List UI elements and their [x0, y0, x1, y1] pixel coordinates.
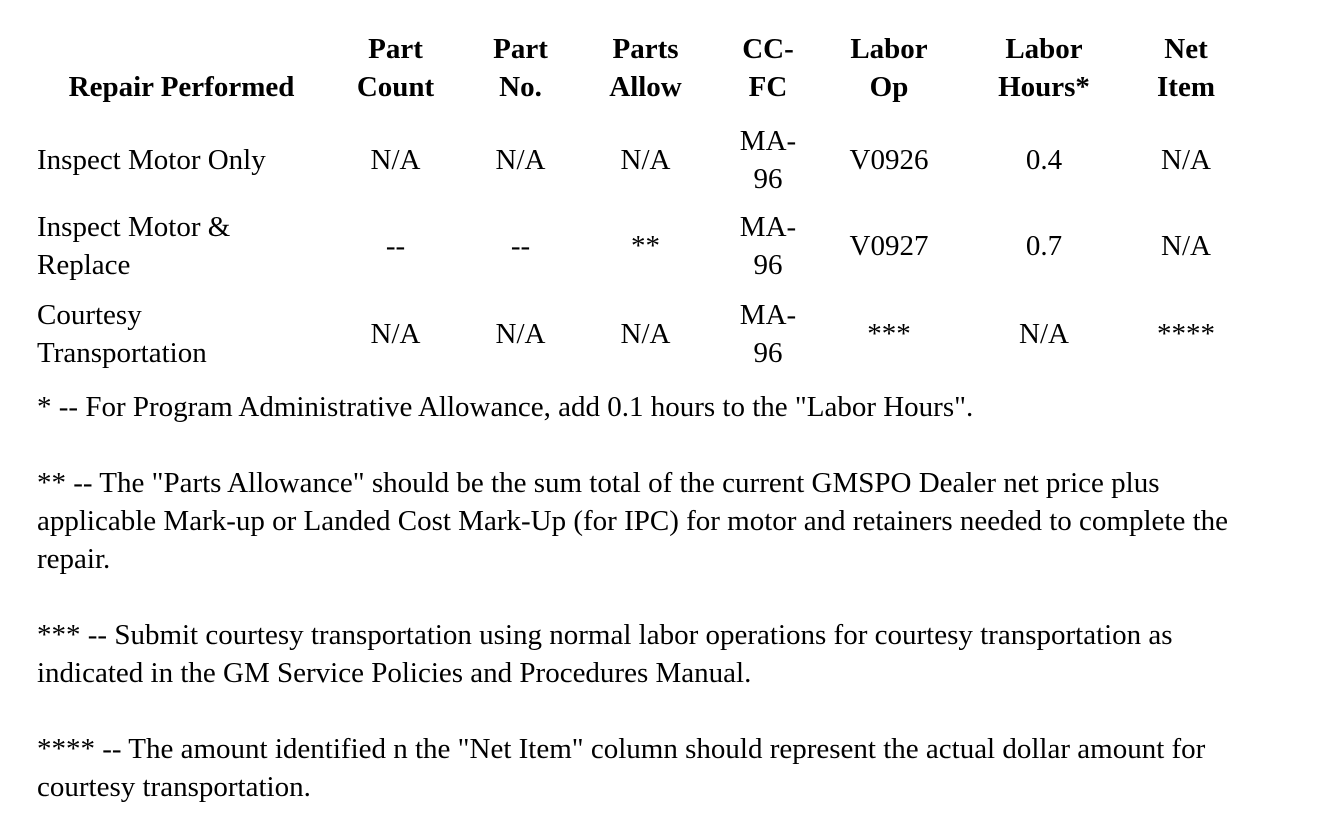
- cc-fc-cell: MA- 96: [739, 299, 797, 369]
- repair-performed-cell: Inspect Motor & Replace: [37, 211, 231, 281]
- header-labor-hours: Labor Hours*: [998, 33, 1090, 103]
- part-count-cell: --: [385, 230, 406, 262]
- repair-performed-cell: Inspect Motor Only: [37, 144, 266, 176]
- header-parts-allow: Parts Allow: [609, 33, 682, 103]
- parts-allow-cell: **: [631, 230, 660, 262]
- header-labor-op: Labor Op: [850, 33, 928, 103]
- part-no-cell: --: [510, 230, 531, 262]
- labor-hours-cell: N/A: [1019, 318, 1069, 350]
- header-repair-performed: Repair Performed: [68, 71, 295, 103]
- table-row: [30, 290, 1234, 378]
- net-item-cell: ****: [1157, 318, 1215, 350]
- footnote-parts-allowance: ** -- The "Parts Allowance" should be the sum total of the current GMSPO Dealer net price plus applicable Mark-up or Landed Cost Mark-Up (for IPC) for motor and retainers needed to complete the repair.: [37, 467, 1229, 575]
- part-count-cell: N/A: [370, 318, 421, 350]
- header-part-count: Part Count: [356, 33, 435, 103]
- labor-hours-cell: 0.7: [1025, 230, 1063, 262]
- header-net-item: Net Item: [1157, 33, 1215, 103]
- repair-table: [30, 30, 1234, 378]
- header-part-no: Part No.: [493, 33, 548, 103]
- part-no-cell: N/A: [495, 144, 546, 176]
- labor-hours-cell: 0.4: [1025, 144, 1063, 176]
- header-cc-fc: CC- FC: [742, 33, 794, 103]
- footnote-net-item: **** -- The amount identified n the "Net Item" column should represent the actual dollar amount for courtesy transportation.: [37, 733, 1206, 803]
- parts-allow-cell: N/A: [620, 144, 671, 176]
- parts-allow-cell: N/A: [620, 318, 671, 350]
- repair-performed-cell: Courtesy Transportation: [37, 299, 207, 369]
- labor-op-cell: V0926: [849, 144, 929, 176]
- table-row: [30, 202, 1234, 290]
- cc-fc-cell: MA- 96: [739, 125, 797, 195]
- table-row: [30, 118, 1234, 202]
- labor-op-cell: V0927: [849, 230, 929, 262]
- table-header-row: [30, 30, 1234, 118]
- part-count-cell: N/A: [370, 144, 421, 176]
- net-item-cell: N/A: [1161, 230, 1211, 262]
- net-item-cell: N/A: [1161, 144, 1211, 176]
- labor-op-cell: ***: [867, 318, 911, 350]
- part-no-cell: N/A: [495, 318, 546, 350]
- footnote-courtesy-transportation: *** -- Submit courtesy transportation using normal labor operations for courtesy transportation as indicated in the GM Service Policies and Procedures Manual.: [37, 619, 1173, 689]
- footnotes: [37, 388, 1277, 806]
- cc-fc-cell: MA- 96: [739, 211, 797, 281]
- footnote-labor-hours: * -- For Program Administrative Allowance, add 0.1 hours to the "Labor Hours".: [37, 391, 974, 423]
